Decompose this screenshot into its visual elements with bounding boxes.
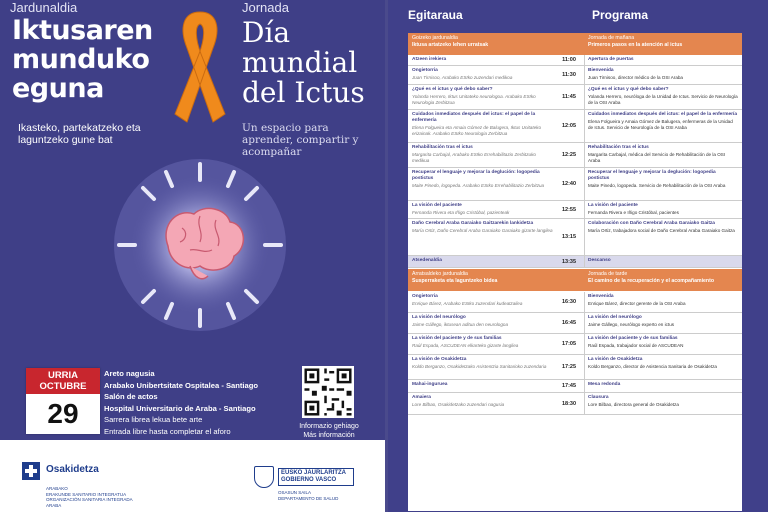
venue-room-eu: Areto nagusia: [104, 369, 155, 378]
title-es-line: mundial: [242, 46, 358, 79]
session-es-speaker: Koldo Berganzo, director de Asistencia Sanitaria de Osakidetza: [588, 364, 717, 369]
session-es-speaker: Juan Tirnisoo, director médico de la OSI Araba: [588, 75, 683, 80]
session-es: [588, 57, 738, 63]
session-time: 17:05: [561, 341, 577, 347]
column-divider: [584, 110, 585, 142]
session-time: 13:15: [561, 234, 577, 240]
session-eu-speaker: [412, 152, 554, 163]
gv-line: GOBIERNO VASCO: [281, 477, 337, 483]
session-eu-speaker: [412, 402, 554, 408]
session-eu: [412, 112, 554, 136]
session-eu-title: La visión del paciente: [412, 203, 462, 208]
session-eu: [412, 203, 554, 216]
session-es-speaker: Fernanda Rivera e Iñigo Cristóbal, pacientes: [588, 210, 679, 215]
session-time: 11:00: [562, 57, 576, 63]
schedule-row: [408, 380, 742, 393]
venue-place-eu: Arabako Unibertsitate Ospitalea - Santiago: [104, 380, 259, 390]
session-eu-title: Cuidados inmediatos después del ictus: el papel de la enfermería: [412, 112, 536, 123]
label-jornada: Jornada: [242, 0, 289, 15]
session-eu-title: ¿Qué es el ictus y qué debo saber?: [412, 87, 493, 92]
session-eu-title: Mahai-inguruea: [412, 382, 448, 387]
session-eu: [412, 221, 554, 234]
session-es: [588, 382, 738, 388]
band-eu-label: Arratsaldeko jardunaldia: [412, 271, 468, 277]
column-divider: [584, 219, 585, 255]
speaker-eu-text: Margarita Carbajal, Arabako ESIko Errehabilitazio Zerbitzuko medikua: [412, 152, 536, 163]
session-es-speaker: Jaime Gállego, neurólogo experto en ictus: [588, 322, 675, 327]
speaker-eu-text: Enrique Bárez, Arabako ESIko zuzendari kudeatzailea: [412, 301, 523, 306]
schedule-row: [408, 55, 742, 66]
session-eu-title: La visión del neurólogo: [412, 315, 466, 320]
session-time: 12:25: [561, 152, 577, 158]
session-eu: [412, 87, 554, 105]
schedule-row: [408, 85, 742, 110]
session-eu-speaker: [412, 228, 554, 234]
schedule-row: [408, 355, 742, 380]
column-divider: [584, 201, 585, 218]
schedule-row: [408, 66, 742, 85]
schedule-row: [408, 143, 742, 168]
osakidetza-sub-line: ARABAKO: [46, 486, 68, 491]
venue-place-es: Hospital Universitario de Araba - Santiago: [104, 403, 256, 413]
osakidetza-subtitle: [46, 486, 166, 508]
session-es-title: Rehabilitación tras el ictus: [588, 145, 649, 150]
session-es-speaker: Elena Folgueira y Amaia Gómez de Balugera, enfermeras de la Unidad de Ictus. Servicio de Neurología de la OSI Araba: [588, 119, 733, 130]
session-es-title: La visión del neurólogo: [588, 315, 642, 320]
column-divider: [584, 355, 585, 379]
session-eu-speaker: [412, 322, 554, 328]
session-es-title: La visión del paciente y de sus familias: [588, 336, 678, 341]
session-eu-speaker: [412, 210, 554, 216]
session-eu-title: Atzeen irekiera: [412, 57, 447, 62]
session-time: 17:45: [561, 383, 577, 389]
session-es: [588, 112, 738, 130]
speaker-eu-text: Maite Pinedo, logopeda. Arabako ESIko Errehabilitazio Zerbitzua: [412, 183, 545, 188]
session-eu: [412, 336, 554, 349]
session-eu: [412, 382, 554, 388]
column-divider: [584, 334, 585, 354]
session-eu: [412, 395, 554, 408]
column-divider: [584, 292, 585, 312]
session-time: 11:30: [562, 72, 576, 78]
session-es: [588, 395, 738, 408]
session-eu-speaker: [412, 94, 554, 105]
title-spanish: [242, 18, 365, 108]
session-es-speaker: Margarita Carbajal, médica del Servicio de Rehabilitación de la OSI Araba: [588, 152, 726, 163]
schedule-row: [408, 256, 742, 268]
session-es-title: Bienvenida: [588, 294, 614, 299]
speaker-eu-text: Fernanda Rivera eta Iñigo Cristóbal, pazienteak: [412, 210, 510, 215]
osakidetza-sub-line: ORGANIZACIÓN SANITARIA INTEGRADA: [46, 497, 133, 502]
session-es-title: Bienvenida: [588, 68, 614, 73]
band-es-title: El camino de la recuperación y el acompañamiento: [588, 277, 714, 284]
column-divider: [584, 393, 585, 414]
session-es: [588, 170, 738, 189]
gv-line: EUSKO JAURLARITZA: [281, 470, 347, 476]
title-eu-line: munduko: [12, 44, 150, 75]
session-es: [588, 68, 738, 81]
band-es: [588, 271, 738, 284]
speaker-eu-text: María Ortiz, Daño Cerebral Araba Garaiako Garaiako gizarte langilea: [412, 228, 553, 233]
session-es-title: Recuperar el lenguaje y mejorar la deglución: logopedia postictus: [588, 170, 716, 181]
session-es-title: Descanso: [588, 258, 611, 263]
entry-es: Entrada libre hasta completar el aforo: [104, 426, 231, 436]
column-divider: [584, 66, 585, 84]
column-divider: [584, 55, 585, 65]
session-es: [588, 315, 738, 328]
session-eu-speaker: [412, 183, 554, 189]
session-es-title: Cuidados inmediatos después del ictus: el papel de la enfermería: [588, 112, 738, 117]
coat-of-arms-icon: [254, 466, 274, 488]
session-es: [588, 294, 738, 307]
session-es: [588, 336, 738, 349]
session-time: 16:30: [561, 299, 577, 305]
session-eu-title: Amaiera: [412, 395, 431, 400]
osakidetza-sub-line: ERAKUNDE SANITARIO INTEGRATUA: [46, 491, 127, 497]
afternoon-session-band: [408, 269, 742, 291]
schedule-row: [408, 313, 742, 334]
session-eu: [412, 57, 554, 63]
column-divider: [584, 85, 585, 109]
session-eu-speaker: [412, 364, 554, 370]
date-month: URRIA OCTUBRE: [26, 368, 100, 394]
session-eu-title: Rehabilitación tras el ictus: [412, 145, 473, 150]
session-time: 17:25: [561, 364, 577, 370]
band-es: [588, 35, 738, 48]
band-es-label: Jornada de tarde: [588, 271, 628, 277]
speaker-eu-text: Elena Folgueira eta Amaia Gómez de Balugera, Iktus Unitateko erizainak. Arabako ESIko Neurologia Zerbitzua: [412, 125, 542, 136]
speaker-eu-text: Juan Tirnisoo, Arabako ESIko zuzendari medikoa: [412, 75, 513, 80]
awareness-ribbon-icon: [165, 4, 235, 134]
session-es-title: La visión de Osakidetza: [588, 357, 643, 362]
speaker-eu-text: Raúl Espada, ASCUDEAN elkarteko gizarte langilea: [412, 343, 519, 348]
session-time: 18:30: [561, 401, 577, 407]
qr-label-es: Más información: [303, 432, 355, 439]
session-eu-title: Ongietorria: [412, 294, 438, 299]
session-es-title: Mesa redonda: [588, 382, 621, 387]
session-eu-title: Atsedenaldia: [412, 258, 442, 263]
session-eu: [412, 170, 554, 189]
subtitle-spanish: Un espacio para aprender, compartir y acompañar: [242, 122, 359, 158]
osakidetza-name: Osakidetza: [46, 464, 99, 475]
session-es-title: Clausura: [588, 395, 609, 400]
session-es-title: ¿Qué es el ictus y qué debo saber?: [588, 87, 669, 92]
session-time: 11:45: [562, 94, 576, 100]
schedule-row: [408, 201, 742, 219]
session-es: [588, 258, 738, 264]
session-eu: [412, 315, 554, 328]
column-divider: [584, 256, 585, 267]
title-eu-line: eguna: [12, 73, 104, 104]
column-divider: [584, 313, 585, 333]
band-eu-title: Susperraketa eta laguntzeko bidea: [412, 277, 498, 284]
program-header-eu: Egitaraua: [408, 8, 463, 22]
speaker-eu-text: Lore Bilbao, Osakidetzako zuzendari nagusia: [412, 402, 505, 407]
session-eu-speaker: [412, 343, 554, 349]
schedule-row: [408, 292, 742, 313]
band-eu: [412, 271, 577, 284]
program-header-es: Programa: [592, 8, 649, 22]
speaker-eu-text: Jaime Gállego, iktusean aditua den neurologoa: [412, 322, 509, 327]
title-es-line: del Ictus: [242, 76, 365, 109]
brain-clock-illustration: [70, 150, 330, 340]
session-eu: [412, 258, 554, 264]
subtitle-basque: Ikasteko, partekatzeko eta laguntzeko gune bat: [18, 122, 141, 146]
session-time: 13:35: [561, 259, 577, 265]
session-time: 16:45: [561, 320, 577, 326]
session-es-speaker: Yolanda Herrero, neuróloga de la Unidad de Ictus. Servicio de Neurología de la OSI Araba: [588, 94, 738, 105]
morning-session-band: [408, 33, 742, 55]
session-es: [588, 221, 738, 234]
band-eu-label: Goizeko jardunaldia: [412, 35, 458, 41]
session-time: 12:05: [561, 123, 577, 129]
session-es-speaker: Maite Pinedo, logopeda. Servicio de Rehabilitación de la OSI Araba: [588, 183, 726, 188]
date-calendar: [26, 368, 100, 434]
session-eu-speaker: [412, 125, 554, 136]
gobierno-vasco-name: [278, 468, 354, 486]
gv-sub-line: OSASUN SAILA: [278, 490, 312, 495]
session-eu: [412, 145, 554, 163]
speaker-eu-text: Yolanda Herrero, Iktus Unitateko neurologoa. Arabako ESIko Neurologia Zerbitzua: [412, 94, 536, 105]
session-es: [588, 145, 738, 163]
session-eu-speaker: [412, 301, 554, 307]
date-day: 29: [47, 398, 79, 429]
schedule-row: [408, 110, 742, 143]
column-divider: [584, 168, 585, 200]
schedule-row: [408, 219, 742, 256]
schedule-table: [408, 33, 742, 511]
band-eu-title: Iktusa artatzeko lehen urratsak: [412, 41, 489, 48]
column-divider: [584, 143, 585, 167]
session-eu-title: La visión del paciente y de sus familias: [412, 336, 502, 341]
title-basque: [12, 16, 153, 103]
session-es-speaker: María Ortiz, trabajadora social de Daño Cerebral Araba Garaiako Gaitza: [588, 228, 735, 233]
schedule-row: [408, 168, 742, 201]
session-es-title: Colaboración con Daño Cerebral Araba Garaiako Gaitza: [588, 221, 715, 226]
qr-code-icon[interactable]: [302, 366, 354, 418]
session-es: [588, 357, 738, 370]
schedule-row: [408, 393, 742, 415]
session-eu: [412, 357, 554, 370]
session-eu-title: Recuperar el lenguaje y mejorar la deglución: logopedia postictus: [412, 170, 540, 181]
osakidetza-sub-line: ARABA: [46, 502, 62, 508]
qr-label: [296, 422, 362, 440]
band-eu: [412, 35, 577, 48]
session-es: [588, 203, 738, 216]
osakidetza-icon: [22, 462, 40, 480]
session-eu: [412, 68, 554, 81]
band-es-label: Jornada de mañana: [588, 35, 635, 41]
session-eu-title: La visión de Osakidetza: [412, 357, 467, 362]
session-time: 12:55: [561, 207, 577, 213]
title-es-line: Día: [242, 16, 291, 49]
venue-info: [104, 368, 294, 437]
speaker-eu-text: Koldo Berganzo, Osakidetzako Asistentzia Sanitarioko zuzendaria: [412, 364, 547, 369]
session-time: 12:40: [561, 181, 577, 187]
gobierno-vasco-subtitle: [278, 490, 368, 501]
gv-sub-line: DEPARTAMENTO DE SALUD: [278, 495, 339, 501]
band-es-title: Primeros pasos en la atención al ictus: [588, 41, 683, 48]
column-divider: [584, 380, 585, 392]
session-eu-speaker: [412, 75, 554, 81]
session-es-speaker: Lore Bilbao, directora general de Osakidetza: [588, 402, 679, 407]
title-eu-line: Iktusaren: [12, 15, 153, 46]
venue-room-es: Salón de actos: [104, 392, 158, 401]
session-es-title: Apertura de puertas: [588, 57, 634, 62]
qr-label-eu: Informazio gehiago: [299, 423, 359, 430]
session-eu: [412, 294, 554, 307]
entry-eu: Sarrera librea lekua bete arte: [104, 415, 203, 424]
session-es-speaker: Raúl Espada, trabajador social de ASCUDEAN: [588, 343, 684, 348]
poster-program: [388, 0, 768, 512]
session-es: [588, 87, 738, 105]
session-es-speaker: Enrique Bárez, director gerente de la OSI Araba: [588, 301, 686, 306]
session-eu-title: Ongietorria: [412, 68, 438, 73]
session-eu-title: Daño Cerebral Araba Garaiako Gaitzarekin lankidetza: [412, 221, 534, 226]
session-es-title: La visión del paciente: [588, 203, 638, 208]
schedule-row: [408, 334, 742, 355]
label-jardunaldia: Jardunaldia: [10, 0, 78, 15]
